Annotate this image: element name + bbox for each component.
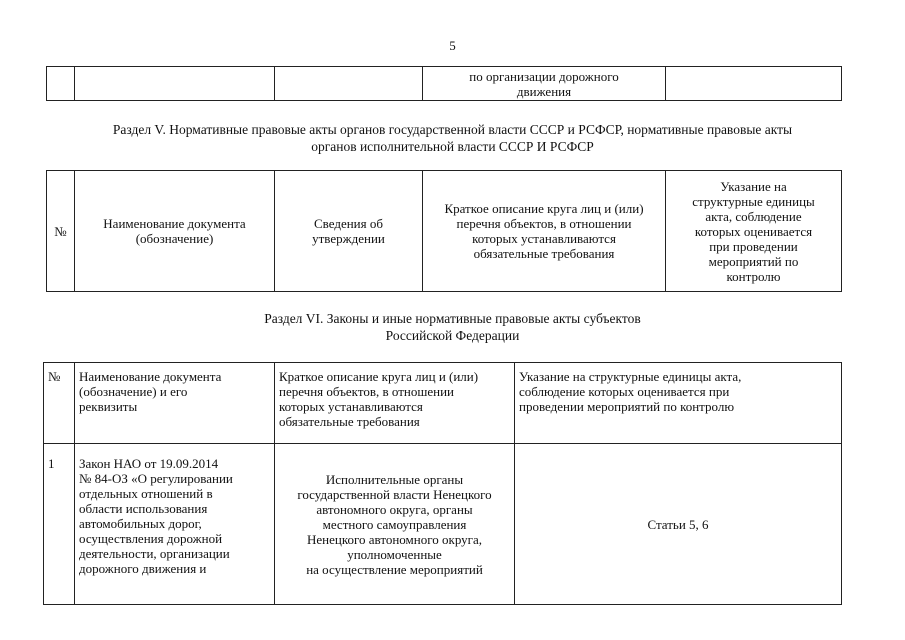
table-cell: по организации дорожного движения — [423, 67, 666, 101]
header-cell-number: № — [47, 171, 75, 292]
table-cell — [275, 67, 423, 101]
header-cell-description: Краткое описание круга лиц и (или) перечня объектов, в отношении которых устанавливаются обязательные требования — [423, 171, 666, 292]
header-cell-name: Наименование документа (обозначение) — [75, 171, 275, 292]
page-number: 5 — [449, 38, 456, 53]
section6-table — [43, 362, 842, 605]
row-structural-units: Статьи 5, 6 — [515, 444, 842, 605]
section6-heading-line2: Российской Федерации — [385, 328, 520, 343]
section6-heading — [0, 310, 905, 344]
continuation-table — [46, 66, 842, 101]
table-header-row — [47, 171, 842, 292]
header-cell-name: Наименование документа (обозначение) и его реквизиты — [75, 363, 275, 444]
header-cell-structural-units: Указание на структурные единицы акта, соблюдение которых оценивается при проведении мероприятий по контролю — [666, 171, 842, 292]
section5-heading-line1: Раздел V. Нормативные правовые акты органов государственной власти СССР и РСФСР, нормативные правовые акты — [112, 122, 793, 137]
table-header-row — [44, 363, 842, 444]
table-cell — [75, 67, 275, 101]
table-cell — [47, 67, 75, 101]
table-row — [44, 444, 842, 605]
header-cell-number: № — [44, 363, 75, 444]
row-document-name: Закон НАО от 19.09.2014 № 84-ОЗ «О регулировании отдельных отношений в области использования автомобильных дорог, осуществления дорожной деятельности, организации дорожного движения и — [75, 444, 275, 605]
row-description: Исполнительные органы государственной власти Ненецкого автономного округа, органы местного самоуправления Ненецкого автономного округа, уполномоченные на осуществление мероприятий — [275, 444, 515, 605]
section5-table — [46, 170, 842, 292]
header-cell-structural-units: Указание на структурные единицы акта, соблюдение которых оценивается при проведении мероприятий по контролю — [515, 363, 842, 444]
header-cell-approval: Сведения об утверждении — [275, 171, 423, 292]
table-row — [47, 67, 842, 101]
row-number: 1 — [44, 444, 75, 605]
header-cell-description: Краткое описание круга лиц и (или) перечня объектов, в отношении которых устанавливаются обязательные требования — [275, 363, 515, 444]
table-cell — [666, 67, 842, 101]
section5-heading-line2: органов исполнительной власти СССР И РСФСР — [311, 139, 594, 154]
section5-heading — [0, 121, 905, 155]
section6-heading-line1: Раздел VI. Законы и иные нормативные правовые акты субъектов — [264, 311, 641, 326]
